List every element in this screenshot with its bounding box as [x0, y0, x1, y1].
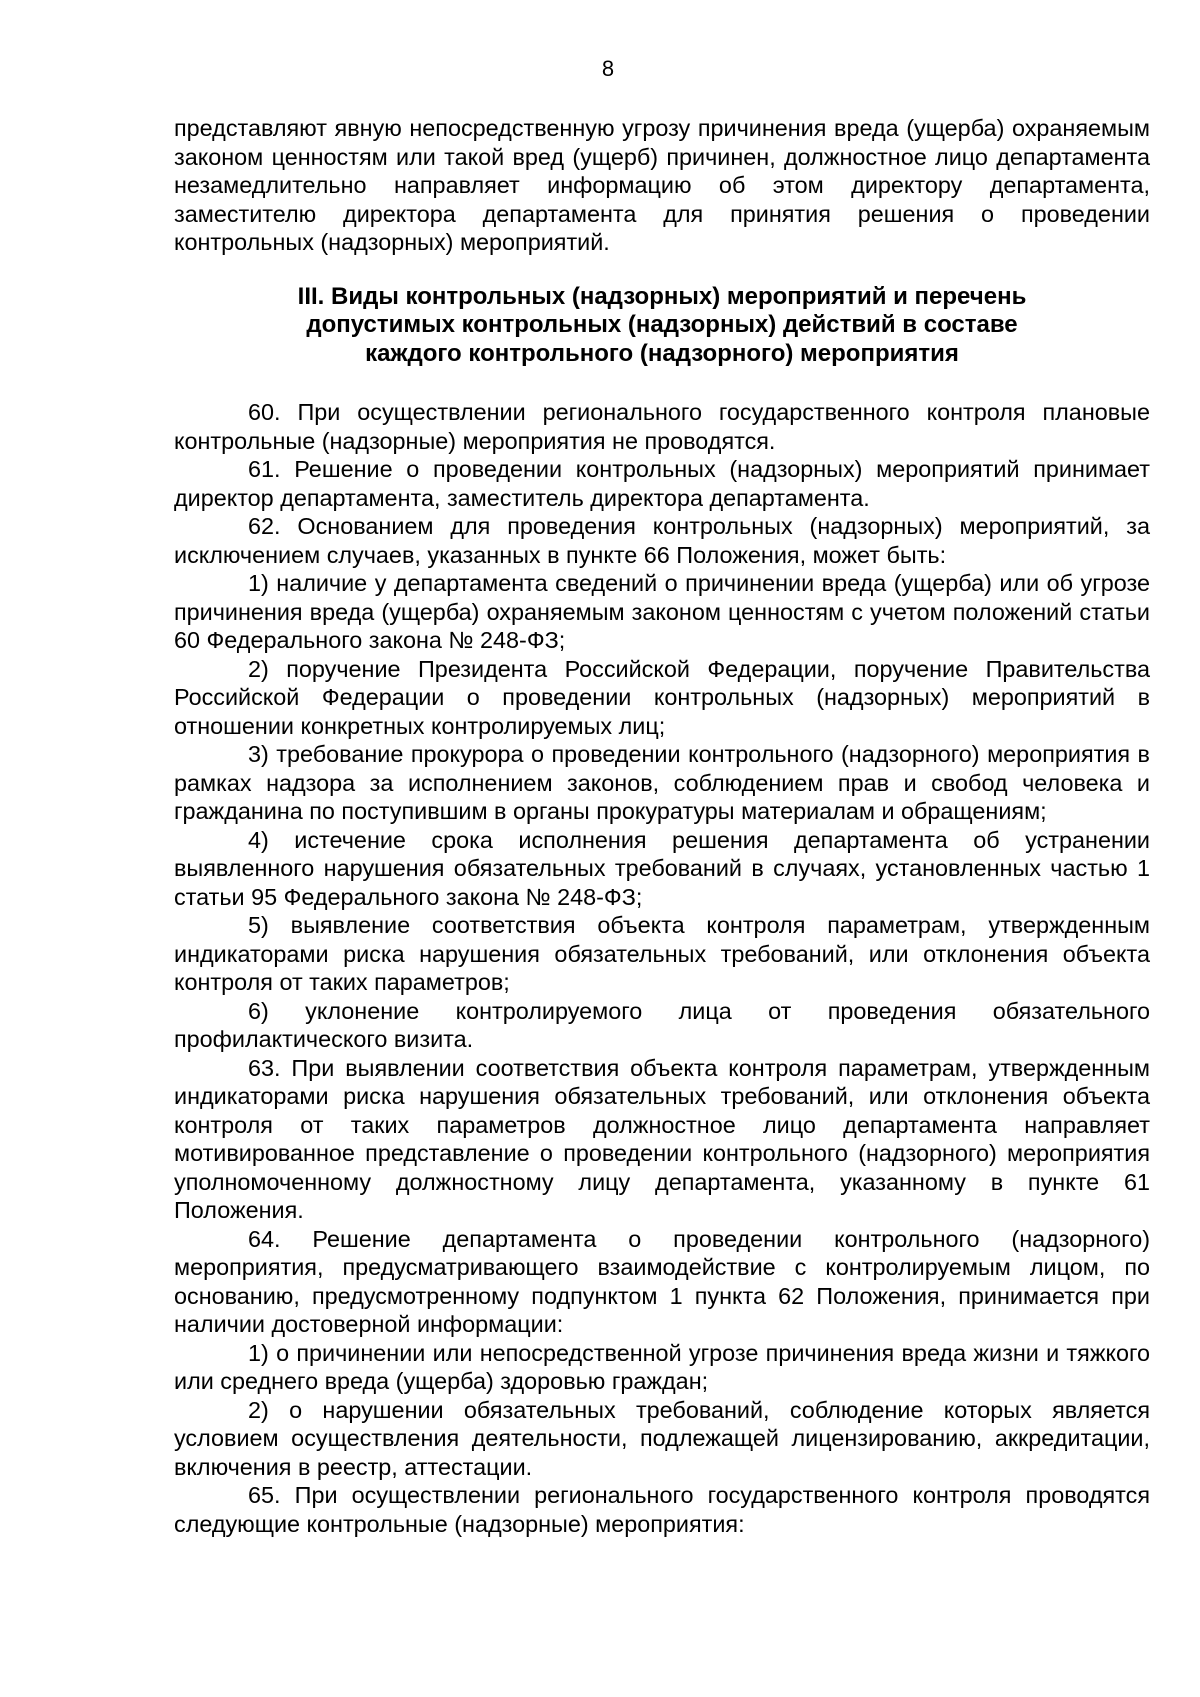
paragraph-62-item-5: 5) выявление соответствия объекта контроля параметрам, утвержденным индикаторами риска нарушения обязательных требований, или отклонения объекта контроля от таких параметров; — [174, 912, 1150, 995]
paragraph-65: 65. При осуществлении регионального государственного контроля проводятся следующие контрольные (надзорные) мероприятия: — [174, 1482, 1150, 1537]
section-heading-line: III. Виды контрольных (надзорных) мероприятий и перечень — [297, 282, 1027, 310]
section-heading-line: каждого контрольного (надзорного) мероприятия — [365, 339, 959, 367]
paragraph-62-item-1: 1) наличие у департамента сведений о причинении вреда (ущерба) или об угрозе причинения вреда (ущерба) охраняемым законом ценностям с учетом положений статьи 60 Федерального закона № 248-ФЗ; — [174, 570, 1150, 653]
paragraph-62: 62. Основанием для проведения контрольных (надзорных) мероприятий, за исключением случаев, указанных в пункте 66 Положения, может быть: — [174, 513, 1150, 568]
section-heading-line: допустимых контрольных (надзорных) действий в составе — [306, 311, 1018, 338]
intro-paragraph: представляют явную непосредственную угрозу причинения вреда (ущерба) охраняемым законом ценностям или такой вред (ущерб) причинен, должностное лицо департамента незамедлительно направляет информацию об этом директору департамента, заместителю директора департамента для принятия решения о проведении контрольных (надзорных) мероприятий. — [174, 115, 1150, 255]
section-heading — [174, 283, 1150, 369]
page-number: 8 — [601, 56, 615, 81]
paragraph-62-item-3: 3) требование прокурора о проведении контрольного (надзорного) мероприятия в рамках надзора за исполнением законов, соблюдением прав и свобод человека и гражданина по поступившим в органы прокуратуры материалам и обращениям; — [174, 741, 1150, 824]
paragraph-62-item-2: 2) поручение Президента Российской Федерации, поручение Правительства Российской Федерации о проведении контрольных (надзорных) мероприятий в отношении конкретных контролируемых лиц; — [174, 655, 1150, 739]
paragraph-64: 64. Решение департамента о проведении контрольного (надзорного) мероприятия, предусматривающего взаимодействие с контролируемым лицом, по основанию, предусмотренному подпунктом 1 пункта 62 Положения, принимается при наличии достоверной информации: — [174, 1225, 1150, 1337]
paragraph-63: 63. При выявлении соответствия объекта контроля параметрам, утвержденным индикаторами риска нарушения обязательных требований, или отклонения объекта контроля от таких параметров должностное лицо департамента направляет мотивированное представление о проведении контрольного (надзорного) мероприятия уполномоченному должностному лицу департамента, указанному в пункте 61 Положения. — [174, 1054, 1150, 1223]
paragraph-61: 61. Решение о проведении контрольных (надзорных) мероприятий принимает директор департамента, заместитель директора департамента. — [174, 456, 1150, 511]
paragraph-60: 60. При осуществлении регионального государственного контроля плановые контрольные (надзорные) мероприятия не проводятся. — [174, 399, 1150, 454]
document-body — [174, 114, 1150, 1538]
paragraph-62-item-4: 4) истечение срока исполнения решения департамента об устранении выявленного нарушения обязательных требований в случаях, установленных частью 1 статьи 95 Федерального закона № 248-ФЗ; — [174, 826, 1150, 910]
paragraph-64-item-1: 1) о причинении или непосредственной угрозе причинения вреда жизни и тяжкого или среднего вреда (ущерба) здоровью граждан; — [174, 1339, 1150, 1394]
paragraph-64-item-2: 2) о нарушении обязательных требований, соблюдение которых является условием осуществления деятельности, подлежащей лицензированию, аккредитации, включения в реестр, аттестации. — [174, 1396, 1150, 1480]
paragraph-62-item-6: 6) уклонение контролируемого лица от проведения обязательного профилактического визита. — [174, 997, 1150, 1052]
